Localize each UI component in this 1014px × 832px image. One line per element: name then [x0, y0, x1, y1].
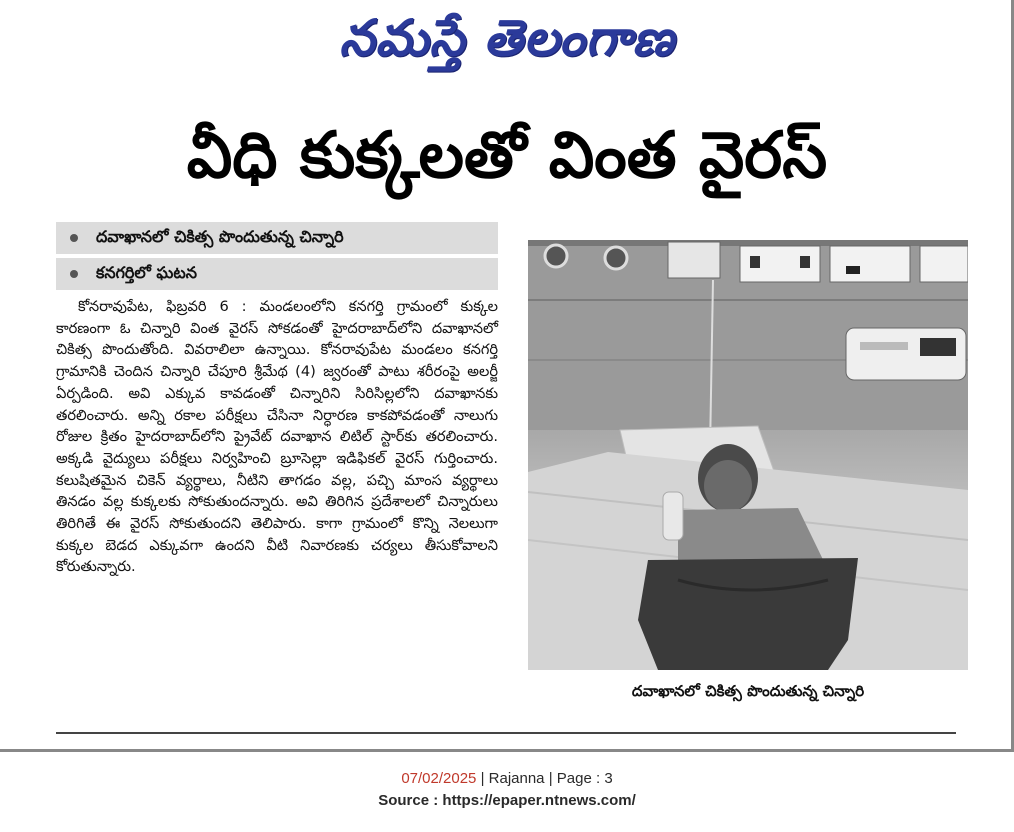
article-paragraph: కోనరావుపేట, ఫిబ్రవరి 6 : మండలంలోని కనగర్తి గ్రామంలో కుక్కల కారణంగా ఓ చిన్నారి వింత వైరస్ సోకడంతో హైదరాబాద్‌లోని దవాఖానలో చికిత్స పొందుతోంది. వివరాలిలా ఉన్నాయి. కోనరావుపేట మండలం కనగర్తి గ్రామానికి చెందిన చిన్నారి చేపూరి శ్రీమేథ (4) జ్వరంతో పాటు శరీరంపై అలర్జీ ఏర్పడింది. అవి ఎక్కువ కావడంతో చిన్నారిని సిరిసిల్లలోని దవాఖానకు తరలించారు. అన్ని రకాల పరీక్షలు చేసినా నిర్ధారణ కాకపోవడంతో నాలుగు రోజుల క్రితం హైదరాబాద్‌లోని ప్రైవేట్ దవాఖాన లిటిల్ స్టార్‌కు తరలించారు. అక్కడి వైద్యులు పరీక్షలు నిర్వహించి బ్రూసెల్లా ఇడిఫికల్ వైరస్ గుర్తించారు. కలుషితమైన చికెన్ వ్యర్థాలు, నీటిని తాగడం వల్ల, పచ్చి మాంస వ్యర్థాలు తినడం వల్ల కుక్కలకు సోకుతుందన్నారు. అవి తిరిగిన ప్రదేశాలలో చిన్నారులు తిరిగితే ఈ వైరస్ సోకుతుందని తెలిపారు. కాగా గ్రామంలో కొన్ని నెలలుగా కుక్కల బెడద ఎక్కువగా ఉందని వీటి నివారణకు చర్యలు తీసుకోవాలని కోరుతున్నారు. [56, 298, 498, 576]
newspaper-masthead: నమస్తే తెలంగాణ [339, 8, 675, 67]
bullet-icon [70, 234, 78, 242]
footer-date: 07/02/2025 [401, 770, 477, 787]
highlights-box [56, 222, 498, 294]
footer-source-link[interactable]: Source : https://epaper.ntnews.com/ [378, 792, 636, 809]
bullet-icon [70, 270, 78, 278]
clipping-footer [0, 768, 1014, 812]
hospital-bed-photo [528, 240, 968, 670]
article-body [56, 296, 498, 578]
highlight-text: దవాఖానలో చికిత్స పొందుతున్న చిన్నారి [96, 226, 344, 246]
highlight-item [56, 222, 498, 254]
highlight-item [56, 258, 498, 290]
divider [56, 732, 956, 734]
footer-meta-line [0, 768, 1014, 790]
footer-edition: Rajanna [488, 770, 545, 787]
footer-separator: | [548, 770, 557, 787]
highlight-text: కనగర్తిలో ఘటన [96, 262, 197, 282]
article-headline: వీధి కుక్కలతో వింత వైరస్ [186, 119, 828, 193]
news-photo [528, 240, 968, 670]
footer-separator: | [480, 770, 489, 787]
photo-caption: దవాఖానలో చికిత్స పొందుతున్న చిన్నారి [631, 682, 865, 700]
footer-page: Page : 3 [556, 770, 613, 787]
